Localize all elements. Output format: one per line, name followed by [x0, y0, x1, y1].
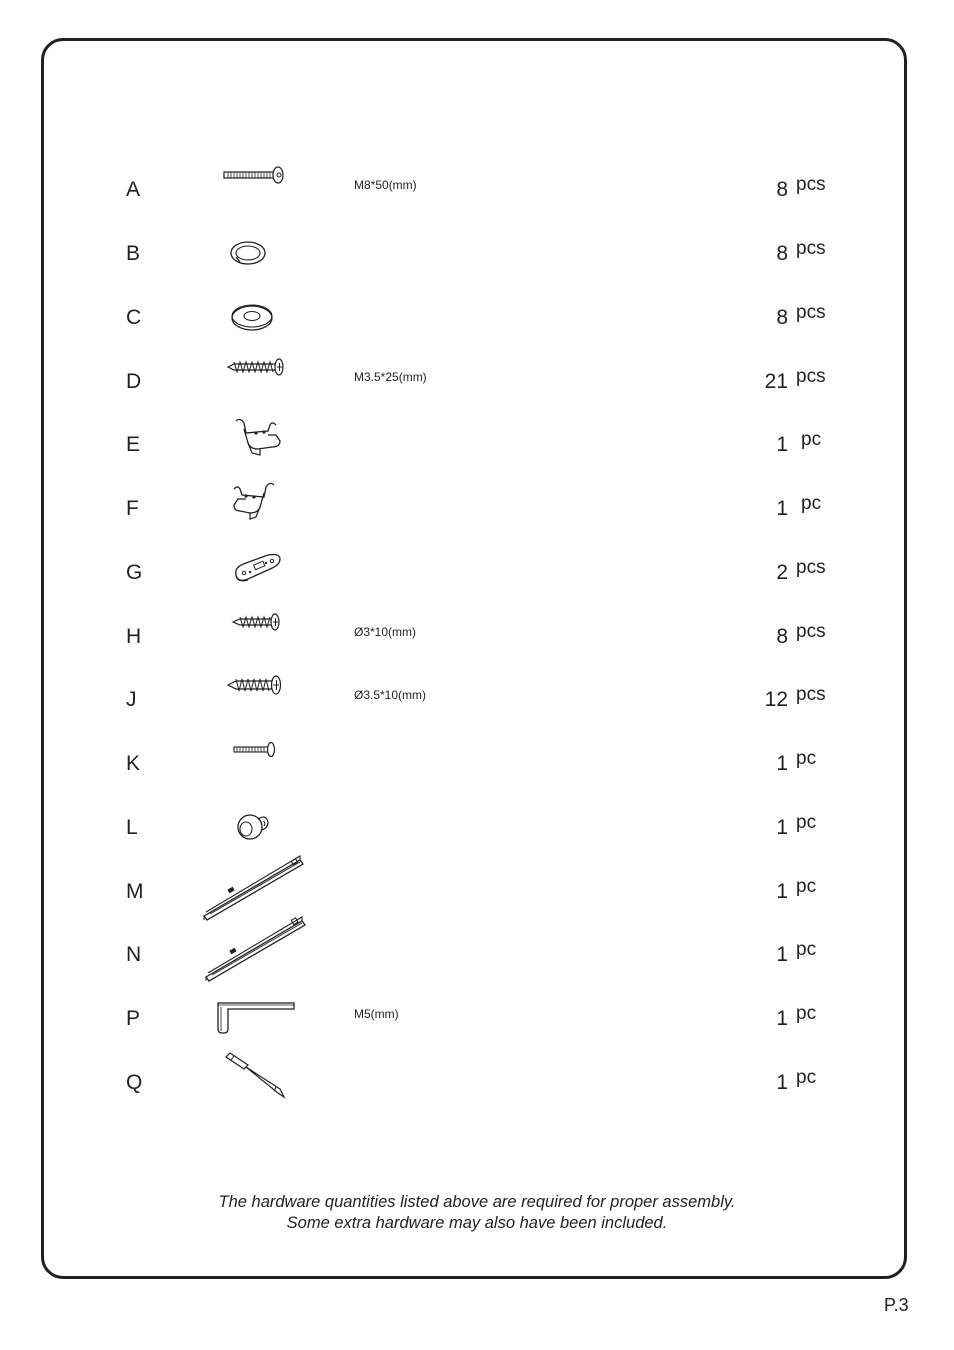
part-letter: L — [126, 816, 138, 839]
hardware-row-a — [0, 174, 954, 238]
part-letter: B — [126, 242, 141, 265]
part-unit: pc — [796, 939, 817, 960]
part-spec: M5(mm) — [354, 1007, 399, 1021]
part-unit: pc — [801, 429, 822, 450]
part-letter: H — [126, 625, 142, 648]
part-letter: D — [126, 370, 142, 393]
page-number: P.3 — [884, 1295, 909, 1315]
part-quantity: 21 — [764, 370, 788, 393]
part-unit: pcs — [796, 174, 826, 195]
hardware-row-f — [0, 493, 954, 557]
hardware-row-h — [0, 621, 954, 685]
part-quantity: 1 — [776, 752, 788, 775]
hardware-row-m — [0, 876, 954, 940]
part-letter: J — [126, 688, 137, 711]
part-letter: A — [126, 178, 141, 201]
hardware-note-line-1: The hardware quantities listed above are required for proper assembly. — [218, 1193, 736, 1211]
bolt-icon — [200, 164, 310, 216]
part-letter: P — [126, 1007, 141, 1030]
part-unit: pcs — [796, 557, 826, 578]
part-spec: Ø3.5*10(mm) — [354, 688, 427, 702]
hardware-note-line-2: Some extra hardware may also have been included. — [286, 1214, 668, 1232]
part-letter: Q — [126, 1071, 143, 1094]
part-quantity: 2 — [776, 561, 788, 584]
knob-icon — [200, 802, 310, 854]
part-unit: pcs — [796, 684, 826, 705]
part-quantity: 1 — [776, 816, 788, 839]
part-quantity: 8 — [776, 306, 788, 329]
hardware-row-d — [0, 366, 954, 430]
hardware-row-c — [0, 302, 954, 366]
part-spec: M8*50(mm) — [354, 178, 417, 192]
part-quantity: 8 — [776, 625, 788, 648]
part-unit: pc — [796, 876, 817, 897]
part-quantity: 1 — [776, 880, 788, 903]
part-quantity: 8 — [776, 242, 788, 265]
hardware-row-q — [0, 1067, 954, 1131]
part-quantity: 1 — [776, 1007, 788, 1030]
flat-washer-icon — [200, 292, 310, 344]
part-unit: pc — [796, 1067, 817, 1088]
part-quantity: 1 — [776, 433, 788, 456]
hardware-row-k — [0, 748, 954, 812]
part-unit: pcs — [796, 366, 826, 387]
bracket-left-icon — [200, 419, 310, 471]
bracket-right-icon — [200, 483, 310, 535]
part-unit: pcs — [796, 238, 826, 259]
part-letter: G — [126, 561, 143, 584]
wood-screw-icon — [200, 356, 310, 408]
part-spec: Ø3*10(mm) — [354, 625, 417, 639]
part-quantity: 1 — [776, 943, 788, 966]
part-unit: pcs — [796, 302, 826, 323]
part-letter: M — [126, 880, 144, 903]
drawer-slide-alt-icon — [200, 929, 310, 981]
hardware-row-l — [0, 812, 954, 876]
hardware-row-e — [0, 429, 954, 493]
part-quantity: 8 — [776, 178, 788, 201]
part-unit: pc — [796, 748, 817, 769]
allen-key-icon — [200, 993, 310, 1045]
hardware-row-j — [0, 684, 954, 748]
part-quantity: 12 — [764, 688, 788, 711]
hardware-row-n — [0, 939, 954, 1003]
short-screw-wide-icon — [200, 674, 310, 726]
drawer-slide-icon — [200, 866, 310, 918]
short-screw-icon — [200, 611, 310, 663]
screwdriver-bit-icon — [200, 1057, 310, 1109]
hardware-row-g — [0, 557, 954, 621]
part-letter: F — [126, 497, 139, 520]
hardware-row-p — [0, 1003, 954, 1067]
part-unit: pc — [801, 493, 822, 514]
part-quantity: 1 — [776, 1071, 788, 1094]
part-letter: C — [126, 306, 142, 329]
lock-washer-icon — [200, 228, 310, 280]
mounting-plate-icon — [200, 547, 310, 599]
hardware-row-b — [0, 238, 954, 302]
part-letter: K — [126, 752, 141, 775]
machine-screw-icon — [200, 738, 310, 790]
part-unit: pc — [796, 1003, 817, 1024]
part-spec: M3.5*25(mm) — [354, 370, 427, 384]
part-unit: pcs — [796, 621, 826, 642]
part-letter: E — [126, 433, 141, 456]
part-quantity: 1 — [776, 497, 788, 520]
part-unit: pc — [796, 812, 817, 833]
part-letter: N — [126, 943, 142, 966]
